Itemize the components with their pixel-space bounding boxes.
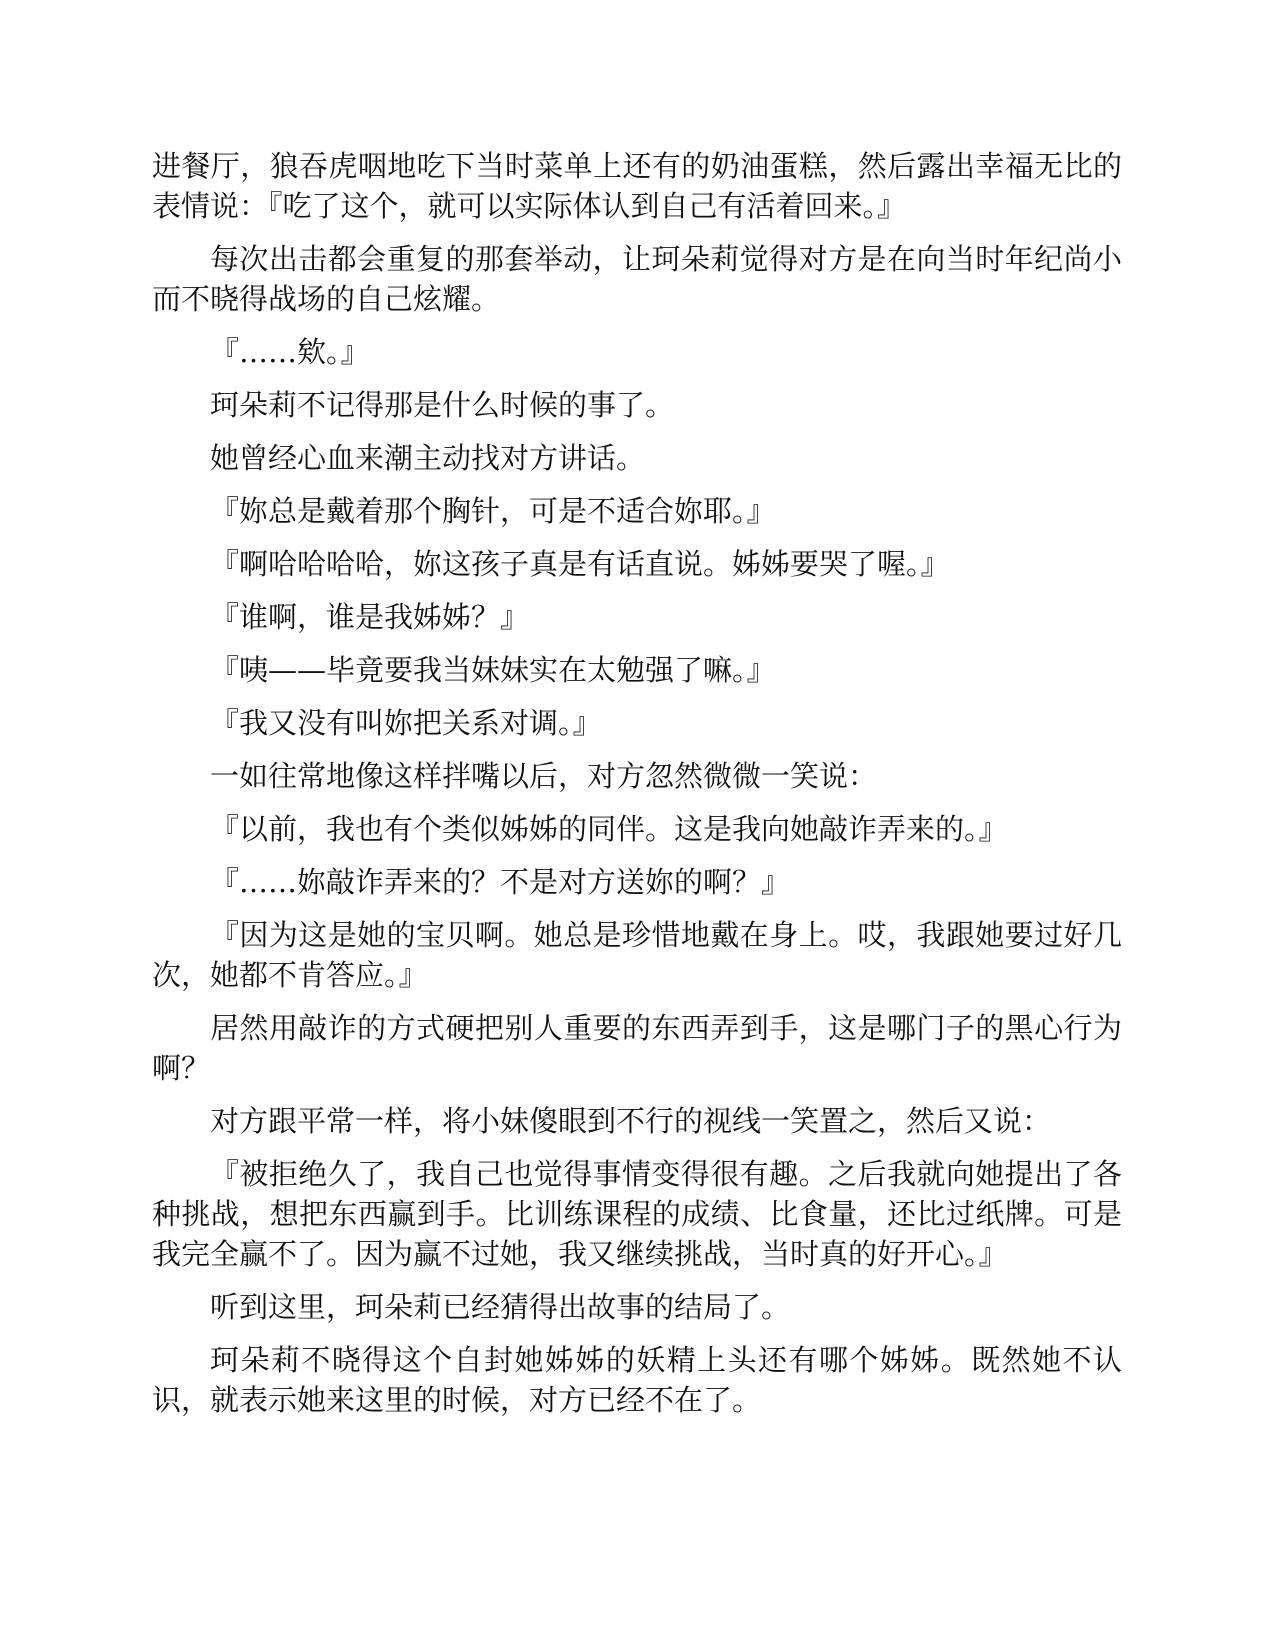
paragraph-12: 『以前，我也有个类似姊姊的同伴。这是我向她敲诈弄来的。』: [210, 812, 1008, 846]
paragraph-9: 『咦——毕竟要我当妹妹实在太勉强了嘛。』: [210, 653, 776, 687]
paragraph-8: 『谁啊，谁是我姊姊？』: [210, 600, 530, 634]
paragraph-2: 每次出击都会重复的那套举动，让珂朵莉觉得对方是在向当时年纪尚小而不晓得战场的自己炫耀。: [152, 242, 1122, 316]
paragraph-10: 『我又没有叫妳把关系对调。』: [210, 706, 602, 740]
paragraph-6: 『妳总是戴着那个胸针，可是不适合妳耶。』: [210, 494, 776, 528]
paragraph-18: 听到这里，珂朵莉已经猜得出故事的结局了。: [210, 1290, 791, 1324]
paragraph-4: 珂朵莉不记得那是什么时候的事了。: [210, 388, 675, 422]
paragraph-1: 进餐厅，狼吞虎咽地吃下当时菜单上还有的奶油蛋糕，然后露出幸福无比的表情说：『吃了这个，就可以实际体认到自己有活着回来。』: [152, 149, 1122, 223]
paragraph-7: 『啊哈哈哈哈，妳这孩子真是有话直说。姊姊要哭了喔。』: [210, 547, 950, 581]
book-page: [152, 146, 1122, 1433]
paragraph-5: 她曾经心血来潮主动找对方讲话。: [210, 441, 646, 475]
paragraph-3: 『……欸。』: [210, 335, 370, 369]
paragraph-14: 『因为这是她的宝贝啊。她总是珍惜地戴在身上。哎，我跟她要过好几次，她都不肯答应。』: [152, 918, 1122, 992]
paragraph-11: 一如往常地像这样拌嘴以后，对方忽然微微一笑说：: [210, 759, 878, 793]
paragraph-19: 珂朵莉不晓得这个自封她姊姊的妖精上头还有哪个姊姊。既然她不认识，就表示她来这里的时候，对方已经不在了。: [152, 1343, 1122, 1417]
paragraph-15: 居然用敲诈的方式硬把别人重要的东西弄到手，这是哪门子的黑心行为啊？: [152, 1011, 1122, 1085]
paragraph-16: 对方跟平常一样，将小妹傻眼到不行的视线一笑置之，然后又说：: [210, 1104, 1052, 1138]
paragraph-13: 『……妳敲诈弄来的？不是对方送妳的啊？』: [210, 865, 791, 899]
paragraph-17: 『被拒绝久了，我自己也觉得事情变得很有趣。之后我就向她提出了各种挑战，想把东西赢到手。比训练课程的成绩、比食量，还比过纸牌。可是我完全赢不了。因为赢不过她，我又继续挑战，当时真的好开心。』: [152, 1157, 1122, 1271]
